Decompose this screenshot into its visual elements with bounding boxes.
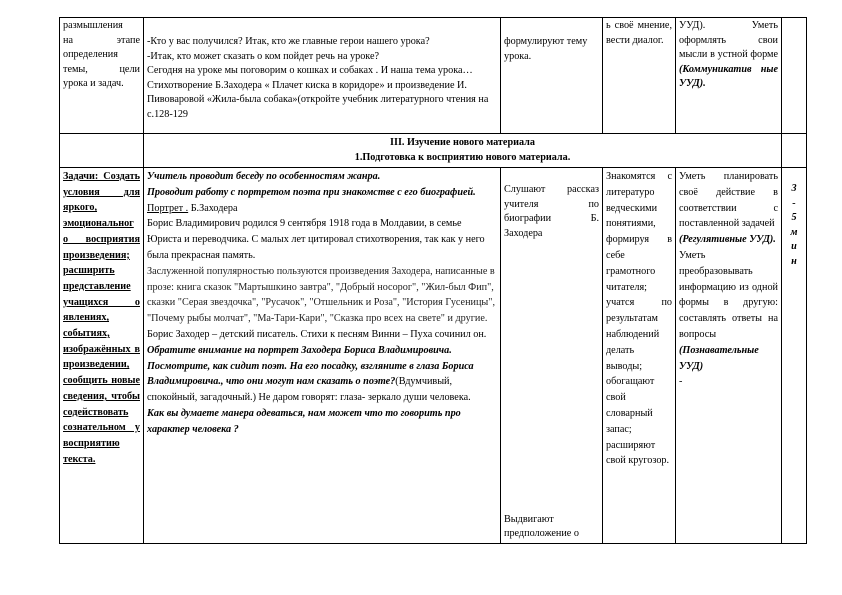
uud-text: Уметь преобразовывать информацию из одной формы в другую: составлять ответы на вопросы bbox=[679, 249, 778, 340]
portrait-name: Б.Заходера bbox=[188, 202, 238, 214]
biography-text: Борис Владимирович родился 9 сентября 1918 года в Молдавии, в семье Юриста и переводчика. С малых лет цитировал стихотворения, так как у него была прекрасная память. bbox=[147, 218, 485, 261]
student-activity-text: формулируют тему урока. bbox=[504, 36, 588, 62]
time-char: м bbox=[790, 226, 798, 238]
skills-cell bbox=[603, 18, 676, 134]
teacher-question: -Кто у вас получился? Итак, кто же главные герои нашего урока? bbox=[147, 36, 430, 47]
teacher-activity-cell bbox=[144, 18, 501, 134]
uud-cell bbox=[676, 168, 782, 544]
time-char: 5 bbox=[791, 212, 797, 224]
goals-text: Задачи: Создать условия для яркого, эмоциональног о восприятия произведения; расширить представление учащихся о явлениях, событиях, изображённых в произведении, сообщить новые сведения, чтобы содействовать сознательном у восприятию текста. bbox=[63, 171, 140, 465]
uud-dash: - bbox=[679, 376, 683, 388]
uud-cell bbox=[676, 18, 782, 134]
goals-line: определения bbox=[63, 49, 118, 61]
uud-text: Уметь планировать своё действие в соответствии с поставленной задачей bbox=[679, 171, 778, 230]
skills-cell bbox=[603, 168, 676, 544]
biography-text: Борис Заходер – детский писатель. Стихи к песням Винни – Пуха сочинил он. bbox=[147, 328, 487, 340]
teacher-task bbox=[147, 359, 497, 406]
empty-cell bbox=[782, 134, 807, 168]
time-cell bbox=[782, 168, 807, 544]
time-char: и bbox=[791, 241, 797, 253]
goals-line: на этапе bbox=[63, 34, 140, 46]
teacher-question: Как вы думаете манера одеваться, нам может что то говорить про характер человека ? bbox=[147, 407, 461, 435]
portrait-line bbox=[147, 201, 497, 217]
goals-cell bbox=[60, 168, 144, 544]
section-heading-cell bbox=[144, 134, 782, 168]
time-char: н bbox=[791, 255, 797, 267]
time-cell bbox=[782, 18, 807, 134]
skills-text: ь своё мнение, вести диалог. bbox=[606, 20, 672, 46]
goals-cell bbox=[60, 18, 144, 134]
teacher-task: Обратите внимание на портрет Заходера Бориса Владимировича. bbox=[147, 344, 452, 356]
section-subtitle: 1.Подготовка к восприятию нового материала. bbox=[354, 151, 571, 163]
teacher-question: -Итак, кто может сказать о ком пойдет речь на уроке? bbox=[147, 50, 380, 62]
section-title: III. Изучение нового материала bbox=[390, 136, 535, 148]
teacher-activity-cell bbox=[144, 168, 501, 544]
goals-line: размышления bbox=[63, 20, 123, 31]
empty-cell bbox=[60, 134, 144, 168]
time-char: 3 bbox=[791, 183, 797, 194]
uud-type: (Регулятивные УУД). bbox=[679, 234, 776, 246]
uud-type: (Коммуникатив ные УУД). bbox=[679, 63, 778, 90]
table-row bbox=[60, 18, 807, 134]
teacher-question: Посмотрите, как сидит поэт. На его посадку, взгляните в глаза Бориса Владимировича., что они могут нам сказать о поэте? bbox=[147, 360, 474, 388]
uud-text: УУД). Уметь оформлять свои мысли в устной форме bbox=[679, 20, 778, 61]
skills-text: Знакомятся с литературо ведческими понятиями, формируя в себе грамотного читателя; учатся по результатам наблюдений делать выводы; обогащают свой словарный запас; расширяют свой кругозор. bbox=[606, 171, 672, 467]
goals-line: темы, цели bbox=[63, 63, 140, 75]
goals-line: урока и задач. bbox=[63, 78, 124, 90]
table-row bbox=[60, 168, 807, 544]
student-activity-text: Выдвигают предположение о bbox=[504, 513, 579, 540]
teacher-intro: Учитель проводит беседу по особенностям жанра. bbox=[147, 171, 381, 182]
time-char: - bbox=[792, 197, 796, 209]
student-activity-text: Слушают рассказ учителя по биографии Б. Заходера bbox=[504, 184, 599, 239]
biography-text: Заслуженной популярностью пользуются произведения Заходера, написанные в прозе: книга сказок "Мартышкино завтра", "Добрый носорог", "Жил-был Фип", сказки "Серая звездочка", "Русачок", "Отшельник и Роза", "История Гусеницы", "Почему рыбы молчат", "Ма-Тари-Кари", "Сказка про всех на свете" и другие. bbox=[147, 265, 495, 325]
portrait-label: Портрет . bbox=[147, 202, 189, 214]
lesson-plan-table bbox=[59, 17, 807, 544]
teacher-statement: Сегодня на уроке мы поговорим о кошках и собаках . И наша тема урока…Стихотворение Б.Заходера « Плачет киска в коридоре» и произведение И. Пивоваровой «Жила-была собака»(откройте учебник литературного чтения на с.128-129 bbox=[147, 65, 489, 120]
teacher-intro: Проводит работу с портретом поэта при знакомстве с его биографией. bbox=[147, 186, 476, 198]
student-activity-cell bbox=[501, 168, 603, 544]
student-activity-cell bbox=[501, 18, 603, 134]
uud-type: (Познавательные УУД) bbox=[679, 344, 759, 372]
section-row bbox=[60, 134, 807, 168]
teacher-answer: (Вдумчивый, спокойный, загадочный.) Не даром говорят: глаза- зеркало души человека. bbox=[147, 376, 471, 404]
